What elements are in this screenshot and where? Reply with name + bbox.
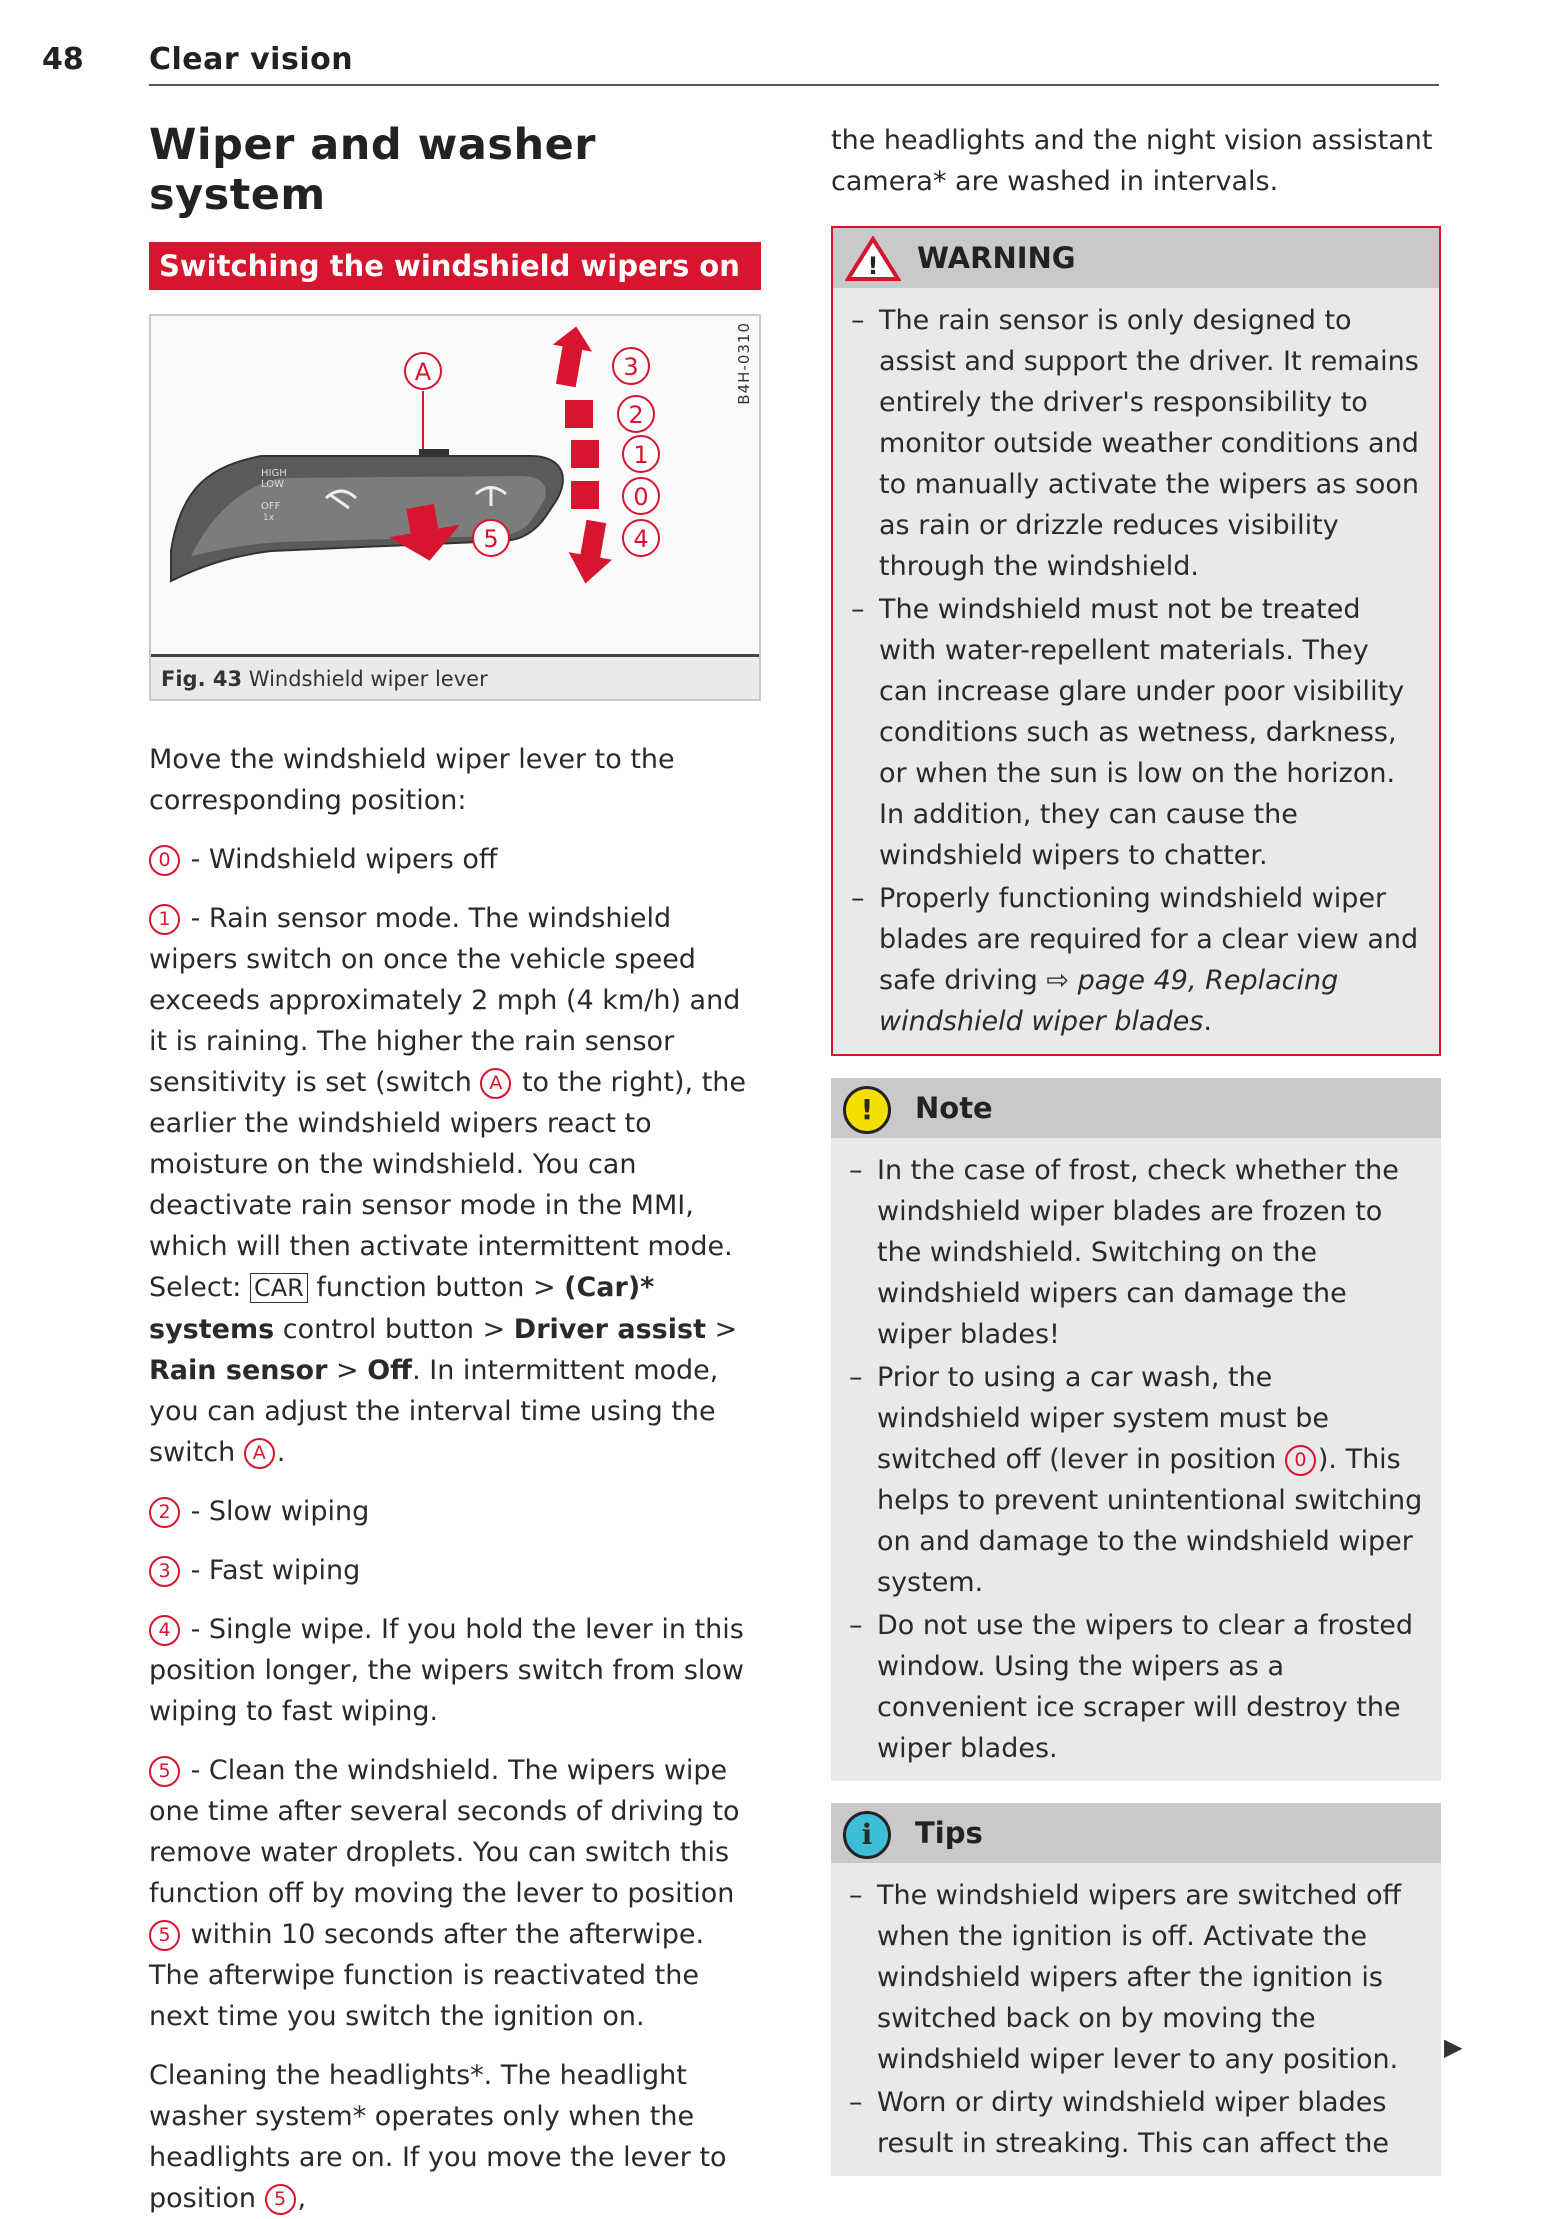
lever-label-1x: 1x [263,513,275,523]
tips-title: Tips [915,1816,983,1850]
page-reference-link[interactable]: ⇨ page 49, Replacing windshield wiper blades [879,965,1339,1037]
tips-item: – The windshield wipers are switched off when the ignition is off. Activate the windshield wipers after the ignition is switched back on by moving the windshield wiper lever to any position. [849,1880,1402,2075]
square-2 [565,400,593,428]
note-item: – Prior to using a car wash, the windshield wiper system must be switched off (lever in position 0 ). This helps to prevent unintentional switching on and damage to the windshield wiper system. [849,1362,1423,1598]
info-icon: i [843,1811,891,1859]
callout-3: 3 [623,353,639,381]
intro-text: Move the windshield wiper lever to the corresponding position: [149,744,675,816]
caption-text: Windshield wiper lever [248,667,488,691]
callout-a: A [414,358,432,386]
square-0 [571,481,599,509]
car-button-label: CAR [250,1273,308,1303]
figure [149,314,761,701]
position-1: 1 - Rain sensor mode. The windshield wipers switch on once the vehicle speed exceeds approximately 2 mph (4 km/h) and it is raining. The higher the rain sensor sensitivity is set (switch A to the right), the earlier the windshield wipers react to moisture on the windshield. You can deactivate rain sensor mode in the MMI, which will then activate intermittent mode. Select: CAR function button > (Car)* systems control button > Driver assist > Rain sensor > Off. In intermittent mode, you can adjust the interval time using the switch A . [149,903,747,1468]
headlight-cleaning: Cleaning the headlights*. The headlight washer system* operates only when the headlights are on. If you move the lever to position 5 , [149,2060,727,2214]
position-0-marker: 0 [149,845,180,876]
switch-a-tab [419,449,449,457]
callout-1: 1 [633,441,649,469]
wiper-lever-illustration [151,316,759,657]
note-item: – In the case of frost, check whether the windshield wiper blades are frozen to the windshield. Switching on the windshield wipers can damage the wiper blades! [849,1155,1399,1350]
tips-item: – Worn or dirty windshield wiper blades result in streaking. This can affect the [849,2087,1389,2159]
callout-2: 2 [628,401,644,429]
position-1-marker: 1 [149,904,180,935]
headlight-continued: the headlights and the night vision assistant camera* are washed in intervals. [831,125,1433,197]
switch-a-marker-2: A [244,1438,275,1469]
lever-label-off: OFF [261,501,281,512]
header-divider [149,84,1439,86]
position-4: 4 - Single wipe. If you hold the lever in this position longer, the wipers switch from slow wiping to fast wiping. [149,1614,745,1727]
note-title: Note [915,1091,993,1125]
lever-label-low: LOW [261,479,284,490]
warning-item: – The windshield must not be treated with water-repellent materials. They can increase glare under poor visibility conditions such as wetness, darkness, or when the sun is low on the horizon. In addition, they can cause the windshield wipers to chatter. [851,594,1405,871]
tips-box [831,1803,1441,2176]
subheading-bar: Switching the windshield wipers on [149,242,761,290]
page-title: Wiper and washer system [149,120,596,220]
warning-header [833,228,1439,288]
square-1 [571,440,599,468]
continue-arrow-icon[interactable]: ▶ [1444,2033,1463,2061]
warning-item: – The rain sensor is only designed to assist and support the driver. It remains entirely the driver's responsibility to monitor outside weather conditions and to manually activate the wipers as soon as rain or drizzle reduces visibility through the windshield. [851,305,1420,582]
page-header [42,38,1442,88]
right-column [831,120,1441,2176]
note-box [831,1078,1441,1781]
note-item: – Do not use the wipers to clear a frosted window. Using the wipers as a convenient ice scraper will destroy the wiper blades. [849,1610,1413,1764]
left-column [149,120,761,2219]
svg-text:!: ! [867,252,879,280]
tips-header [831,1803,1441,1863]
section-title: Clear vision [149,42,354,77]
arrow-down-4 [564,518,618,588]
warning-item: – Properly functioning windshield wiper blades are required for a clear view and safe driving ⇨ page 49, Replacing windshield wiper blades. [851,883,1419,1037]
figure-caption [151,657,759,699]
callout-5: 5 [483,525,499,553]
position-3: 3 - Fast wiping [149,1550,761,1591]
exclamation-icon: ! [843,1086,891,1134]
caption-label: Fig. 43 [161,667,243,691]
arrow-up-3 [546,323,596,389]
page-number: 48 [42,42,84,77]
warning-triangle-icon [845,236,901,286]
callout-4: 4 [633,525,649,553]
lever-label-high: HIGH [261,468,287,479]
position-2: 2 - Slow wiping [149,1491,761,1532]
warning-box [831,226,1441,1056]
callout-0: 0 [633,483,649,511]
position-5: 5 - Clean the windshield. The wipers wipe one time after several seconds of driving to remove water droplets. You can switch this function off by moving the lever to position 5 within 10 seconds after the afterwipe. The afterwipe function is reactivated the next time you switch the ignition on. [149,1755,740,2032]
position-0: 0 - Windshield wipers off [149,839,761,880]
switch-a-marker: A [480,1068,511,1099]
warning-title: WARNING [917,241,1076,275]
note-header [831,1078,1441,1138]
figure-code: B4H-0310 [735,322,753,405]
